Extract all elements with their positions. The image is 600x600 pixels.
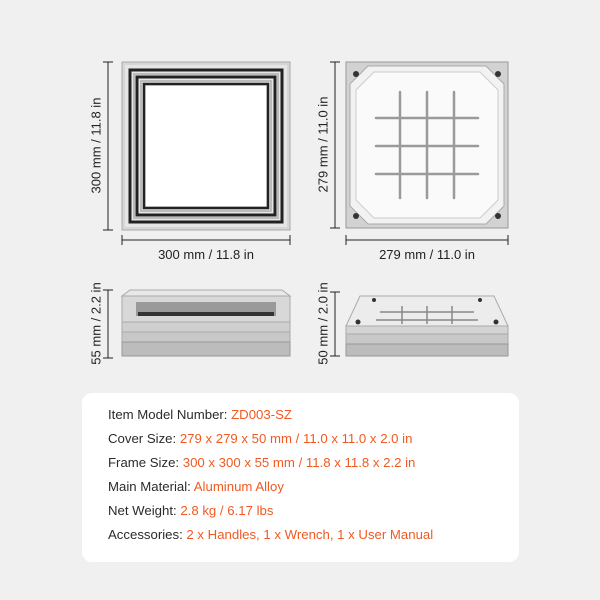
- spec-value: Aluminum Alloy: [193, 479, 284, 494]
- frame-top-view: [122, 62, 290, 230]
- spec-row-accessories: [108, 527, 433, 542]
- cover-side-view: [346, 292, 508, 356]
- cover-width-dimline: [346, 235, 508, 245]
- frame-height-dimline: [103, 62, 113, 230]
- cover-height-dimline: [330, 62, 340, 228]
- spec-card: [82, 393, 519, 562]
- spec-row-weight: [108, 503, 273, 518]
- cover-depth-label: 50 mm / 2.0 in: [315, 282, 331, 365]
- frame-height-label: 300 mm / 11.8 in: [88, 97, 104, 194]
- spec-row-frame-size: [108, 455, 415, 470]
- frame-width-dimline: [122, 235, 290, 245]
- spec-value: 2 x Handles, 1 x Wrench, 1 x User Manual: [186, 527, 434, 542]
- cover-width-label: 279 mm / 11.0 in: [379, 247, 475, 262]
- spec-row-model: [108, 407, 292, 422]
- spec-label: Frame Size:: [108, 455, 183, 470]
- spec-value: ZD003-SZ: [231, 407, 292, 422]
- spec-label: Item Model Number:: [108, 407, 232, 422]
- cover-depth-dimline: [330, 292, 340, 356]
- frame-side-view: [122, 290, 290, 358]
- spec-value: 2.8 kg / 6.17 lbs: [180, 503, 274, 518]
- spec-value: 279 x 279 x 50 mm / 11.0 x 11.0 x 2.0 in: [179, 431, 413, 446]
- frame-depth-label: 55 mm / 2.2 in: [88, 282, 104, 365]
- cover-side-drawing: [346, 292, 508, 356]
- frame-width-label: 300 mm / 11.8 in: [158, 247, 254, 262]
- frame-depth-dimline: [103, 290, 113, 358]
- frame-top-drawing: [122, 62, 290, 230]
- spec-label: Net Weight:: [108, 503, 181, 518]
- cover-height-label: 279 mm / 11.0 in: [315, 96, 331, 193]
- spec-row-cover-size: [108, 431, 412, 446]
- cover-top-drawing: [346, 62, 508, 228]
- frame-side-drawing: [122, 290, 290, 358]
- spec-label: Cover Size:: [108, 431, 180, 446]
- spec-value: 300 x 300 x 55 mm / 11.8 x 11.8 x 2.2 in: [182, 455, 416, 470]
- spec-label: Accessories:: [108, 527, 187, 542]
- spec-label: Main Material:: [108, 479, 194, 494]
- cover-top-view: [346, 62, 508, 228]
- spec-row-material: [108, 479, 284, 494]
